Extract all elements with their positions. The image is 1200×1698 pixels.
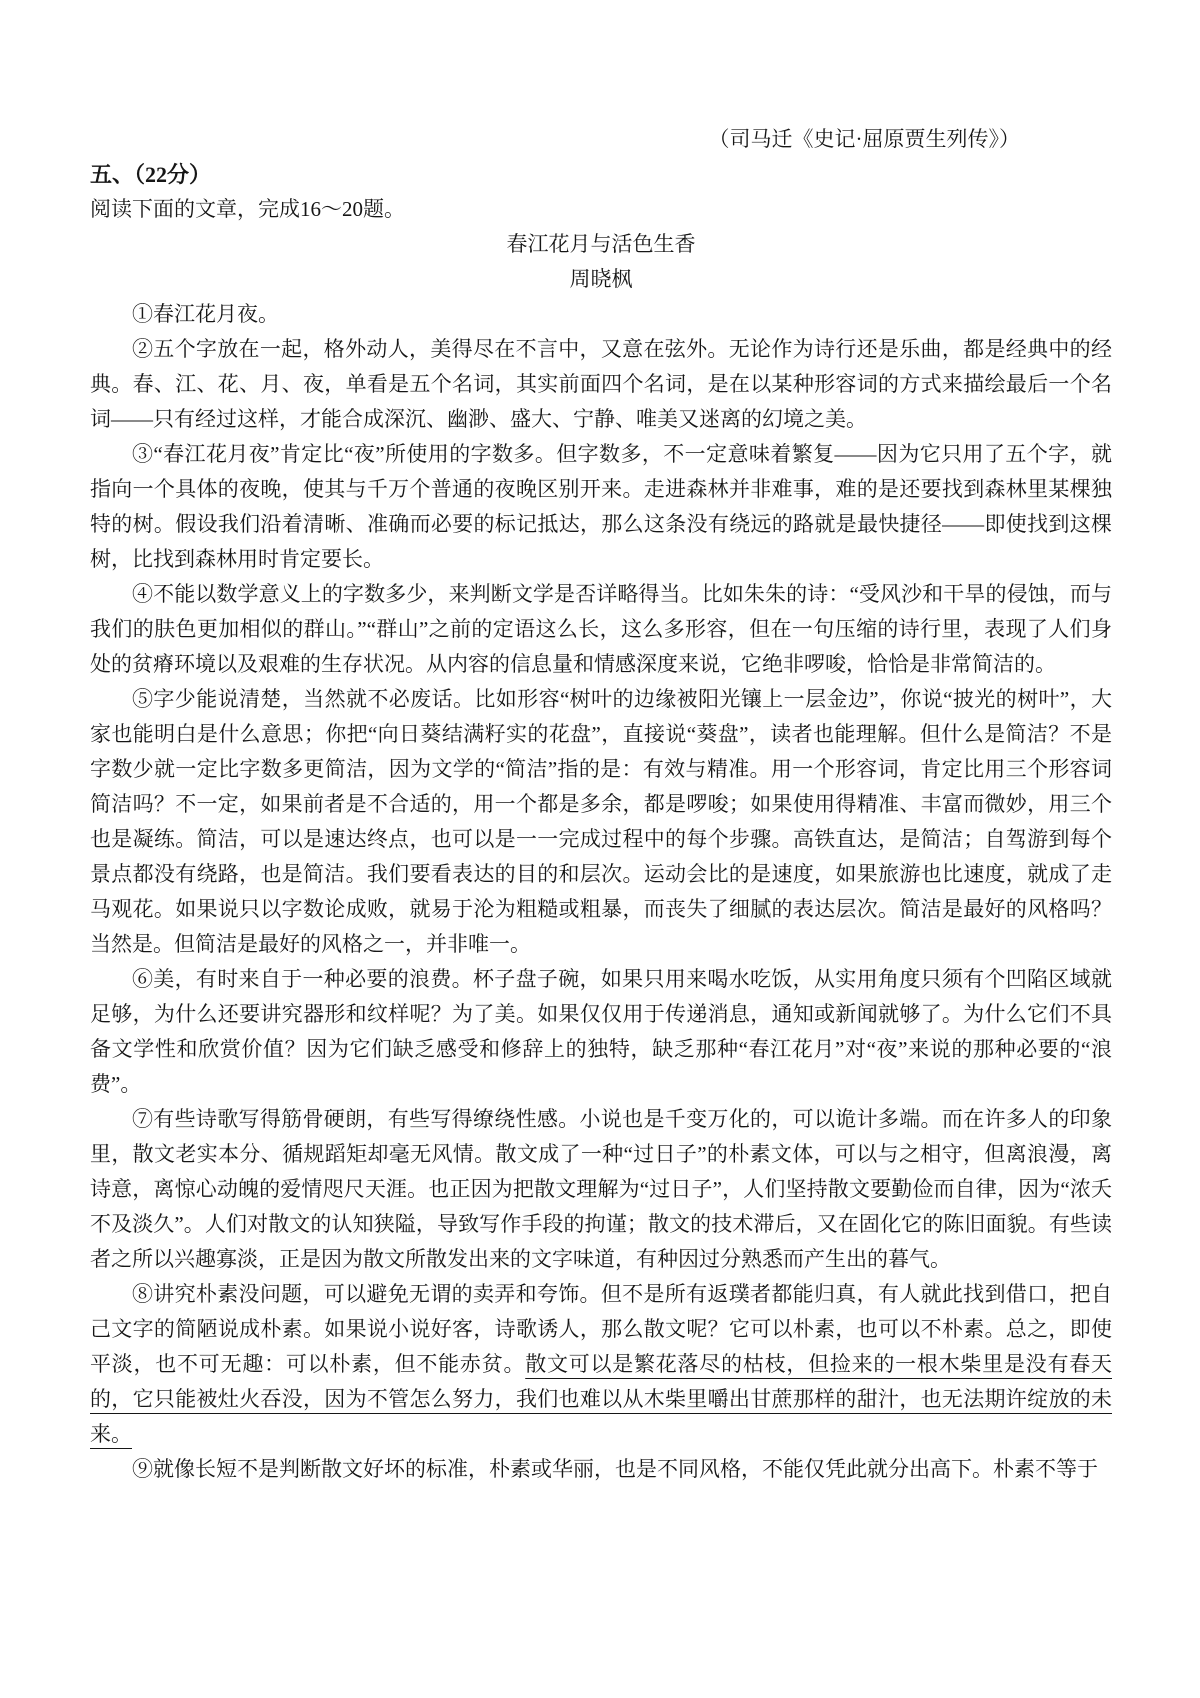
paragraph-text: ③“春江花月夜”肯定比“夜”所使用的字数多。但字数多，不一定意味着繁复——因为它只用了五个字，就指向一个具体的夜晚，使其与千万个普通的夜晚区别开来。走进森林并非难事，难的是还要找到森林里某棵独特的树。假设我们沿着清晰、准确而必要的标记抵达，那么这条没有绕远的路就是最快捷径——即使找到这棵树，比找到森林用时肯定要长。: [90, 442, 1112, 571]
paragraph-5: [90, 682, 1112, 962]
article-title: 春江花月与活色生香: [506, 232, 696, 256]
paragraph-text: ⑥美，有时来自于一种必要的浪费。杯子盘子碗，如果只用来喝水吃饭，从实用角度只须有个凹陷区域就足够，为什么还要讲究器形和纹样呢？为了美。如果仅仅用于传递消息，通知或新闻就够了。为什么它们不具备文学性和欣赏价值？因为它们缺乏感受和修辞上的独特，缺乏那种“春江花月”对“夜”来说的那种必要的“浪费”。: [90, 967, 1112, 1096]
source-attribution: （司马迁《史记·屈原贾生列传》）: [708, 127, 1020, 151]
paragraph-9: [90, 1452, 1112, 1487]
paragraph-text: ⑧讲究朴素没问题，可以避免无谓的卖弄和夸饰。但不是所有返璞者都能归真，有人就此找到借口，把自己文字的简陋说成朴素。如果说小说好客，诗歌诱人，那么散文呢？它可以朴素，也可以不朴素。总之，即使平淡，也不可无趣：可以朴素，但不能赤贫。: [90, 1282, 1112, 1376]
article-author: 周晓枫: [569, 267, 633, 291]
paragraph-text: ⑦有些诗歌写得筋骨硬朗，有些写得缭绕性感。小说也是千变万化的，可以诡计多端。而在许多人的印象里，散文老实本分、循规蹈矩却毫无风情。散文成了一种“过日子”的朴素文体，可以与之相守，但离浪漫，离诗意，离惊心动魄的爱情咫尺天涯。也正因为把散文理解为“过日子”，人们坚持散文要勤俭而自律，因为“浓夭不及淡久”。人们对散文的认知狭隘，导致写作手段的拘谨；散文的技术滞后，又在固化它的陈旧面貌。有些读者之所以兴趣寡淡，正是因为散文所散发出来的文字味道，有种因过分熟悉而产生出的暮气。: [90, 1107, 1112, 1271]
section-heading: 五、（22分）: [90, 162, 212, 187]
paragraph-3: [90, 437, 1112, 577]
underlined-sentence: 散文可以是繁花落尽的枯枝，但捡来的一根木柴里是没有春天的，它只能被灶火吞没，因为不管怎么努力，我们也难以从木柴里嚼出甘蔗那样的甜汁，也无法期许绽放的未来。: [90, 1352, 1112, 1446]
paragraph-text: ②五个字放在一起，格外动人，美得尽在不言中，又意在弦外。无论作为诗行还是乐曲，都是经典中的经典。春、江、花、月、夜，单看是五个名词，其实前面四个名词，是在以某种形容词的方式来描绘最后一个名词——只有经过这样，才能合成深沉、幽渺、盛大、宁静、唯美又迷离的幻境之美。: [90, 337, 1112, 431]
paragraph-text: ⑨就像长短不是判断散文好坏的标准，朴素或华丽，也是不同风格，不能仅凭此就分出高下。朴素不等于: [132, 1457, 1098, 1481]
paragraph-4: [90, 577, 1112, 682]
reading-instruction: 阅读下面的文章，完成16～20题。: [90, 197, 405, 221]
paragraph-7: [90, 1102, 1112, 1277]
paragraph-8: [90, 1277, 1112, 1452]
paragraph-1: [90, 297, 1112, 332]
paragraph-2: [90, 332, 1112, 437]
paragraph-text: ④不能以数学意义上的字数多少，来判断文学是否详略得当。比如朱朱的诗：“受风沙和干旱的侵蚀，而与我们的肤色更加相似的群山。”“群山”之前的定语这么长，这么多形容，但在一句压缩的诗行里，表现了人们身处的贫瘠环境以及艰难的生存状况。从内容的信息量和情感深度来说，它绝非啰唆，恰恰是非常简洁的。: [90, 582, 1112, 676]
article: [90, 227, 1112, 1487]
paragraph-6: [90, 962, 1112, 1102]
paragraph-text: ⑤字少能说清楚，当然就不必废话。比如形容“树叶的边缘被阳光镶上一层金边”，你说“披光的树叶”，大家也能明白是什么意思；你把“向日葵结满籽实的花盘”，直接说“葵盘”，读者也能理解。但什么是简洁？不是字数少就一定比字数多更简洁，因为文学的“简洁”指的是：有效与精准。用一个形容词，肯定比用三个形容词简洁吗？不一定，如果前者是不合适的，用一个都是多余，都是啰唆；如果使用得精准、丰富而微妙，用三个也是凝练。简洁，可以是速达终点，也可以是一一完成过程中的每个步骤。高铁直达，是简洁；自驾游到每个景点都没有绕路，也是简洁。我们要看表达的目的和层次。运动会比的是速度，如果旅游也比速度，就成了走马观花。如果说只以字数论成败，就易于沦为粗糙或粗暴，而丧失了细腻的表达层次。简洁是最好的风格吗？当然是。但简洁是最好的风格之一，并非唯一。: [90, 687, 1112, 956]
paragraph-text: ①春江花月夜。: [132, 302, 279, 326]
